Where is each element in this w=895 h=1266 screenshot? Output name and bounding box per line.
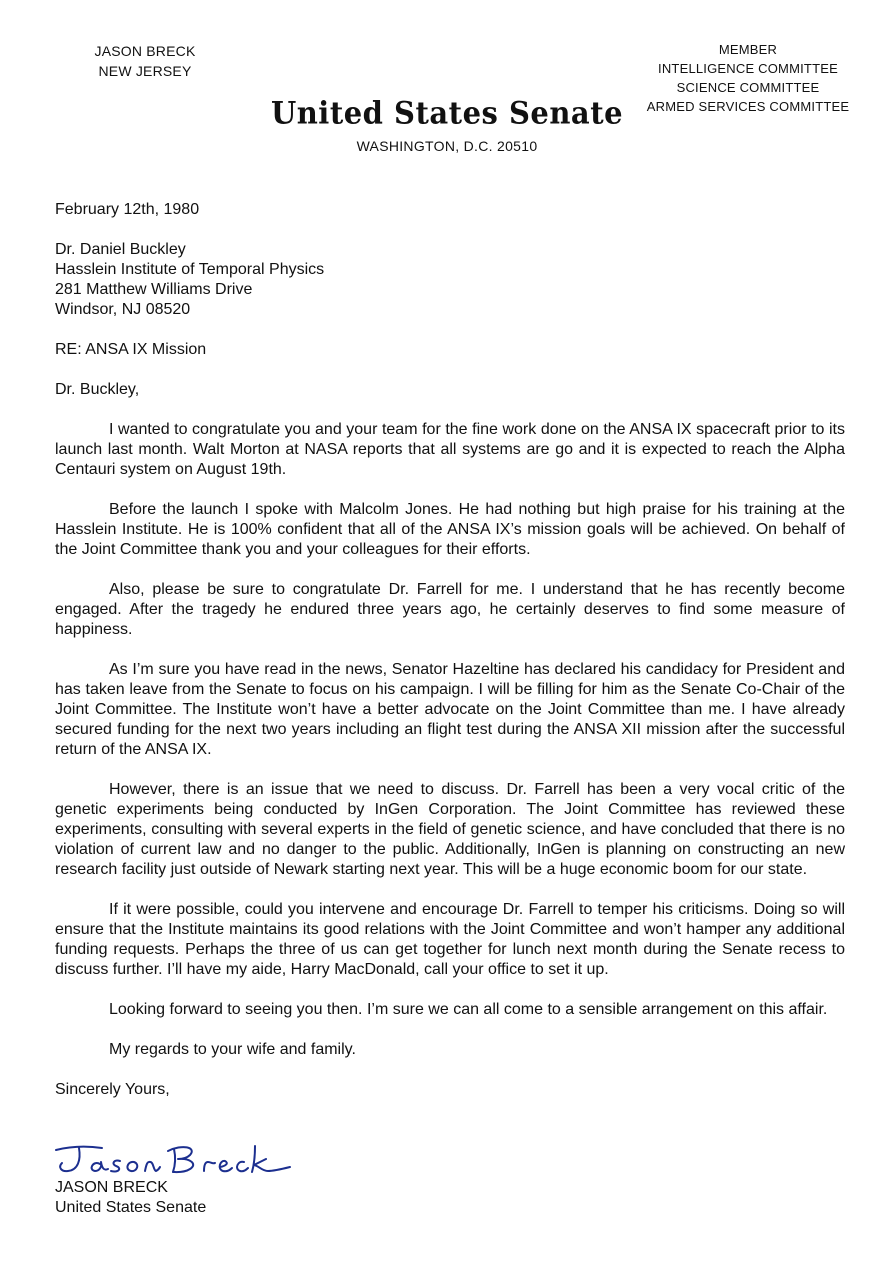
closing: Sincerely Yours, [55, 1081, 170, 1098]
committee-item: SCIENCE COMMITTEE [676, 80, 820, 95]
sender-name: JASON BRECK [94, 43, 196, 59]
paragraph: Also, please be sure to congratulate Dr. Farrell for me. I understand that he has recently become engaged. After the tragedy he endured three years ago, he certainly deserves to find some measure of happiness. [55, 581, 845, 638]
signature-block [55, 1178, 206, 1218]
letter-body [55, 200, 845, 1100]
member-label: MEMBER [718, 42, 778, 57]
handwritten-signature [52, 1138, 302, 1182]
salutation: Dr. Buckley, [55, 381, 140, 398]
committee-item: ARMED SERVICES COMMITTEE [646, 99, 850, 114]
signer-name: JASON BRECK [55, 1179, 168, 1196]
paragraph: However, there is an issue that we need to discuss. Dr. Farrell has been a very vocal critic of the genetic experiments being conducted by InGen Corporation. The Joint Committee has reviewed these experiments, consulting with several experts in the field of genetic science, and have concluded that there is no violation of current law and no danger to the public. Additionally, InGen is planning on constructing an new research facility just outside of Newark starting next year. This will be a huge economic boom for our state. [55, 781, 845, 878]
letterhead-title: United States Senate [270, 95, 624, 131]
recipient-line: Dr. Daniel Buckley [55, 241, 186, 258]
recipient-line: Hasslein Institute of Temporal Physics [55, 261, 325, 278]
signer-title: United States Senate [55, 1199, 207, 1216]
paragraph: I wanted to congratulate you and your team for the fine work done on the ANSA IX spacecraft prior to its launch last month. Walt Morton at NASA reports that all systems are go and it is expected to reach the Alpha Centauri system on August 19th. [55, 421, 845, 478]
paragraph: Before the launch I spoke with Malcolm Jones. He had nothing but high praise for his training at the Hasslein Institute. He is 100% confident that all of the ANSA IX’s mission goals will be achieved. On behalf of the Joint Committee thank you and your colleagues for their efforts. [55, 501, 845, 558]
letterhead-address: WASHINGTON, D.C. 20510 [356, 138, 538, 154]
paragraph: As I’m sure you have read in the news, Senator Hazeltine has declared his candidacy for President and has taken leave from the Senate to focus on his campaign. I will be filling for him as the Senate Co-Chair of the Joint Committee. The Institute won’t have a better advocate on the Joint Committee than me. I have already secured funding for the next two years including an flight test during the ANSA XII mission after the successful return of the ANSA IX. [55, 661, 845, 758]
paragraph: Looking forward to seeing you then. I’m sure we can all come to a sensible arrangement on this affair. [109, 1001, 828, 1018]
subject-line: RE: ANSA IX Mission [55, 341, 207, 358]
sender-state: NEW JERSEY [98, 63, 192, 79]
sender-header [90, 41, 200, 81]
paragraph: My regards to your wife and family. [109, 1041, 356, 1058]
recipient-line: 281 Matthew Williams Drive [55, 281, 253, 298]
letter-date: February 12th, 1980 [55, 201, 200, 218]
committee-item: INTELLIGENCE COMMITTEE [658, 61, 838, 76]
committee-membership [640, 40, 856, 116]
recipient-line: Windsor, NJ 08520 [55, 301, 191, 318]
paragraph: If it were possible, could you intervene and encourage Dr. Farrell to temper his criticisms. Doing so will ensure that the Institute maintains its good relations with the Joint Committee and won’t hamper any additional funding requests. Perhaps the three of us can get together for lunch next month during the Senate recess to discuss further. I’ll have my aide, Harry MacDonald, call your office to set it up. [55, 901, 845, 978]
